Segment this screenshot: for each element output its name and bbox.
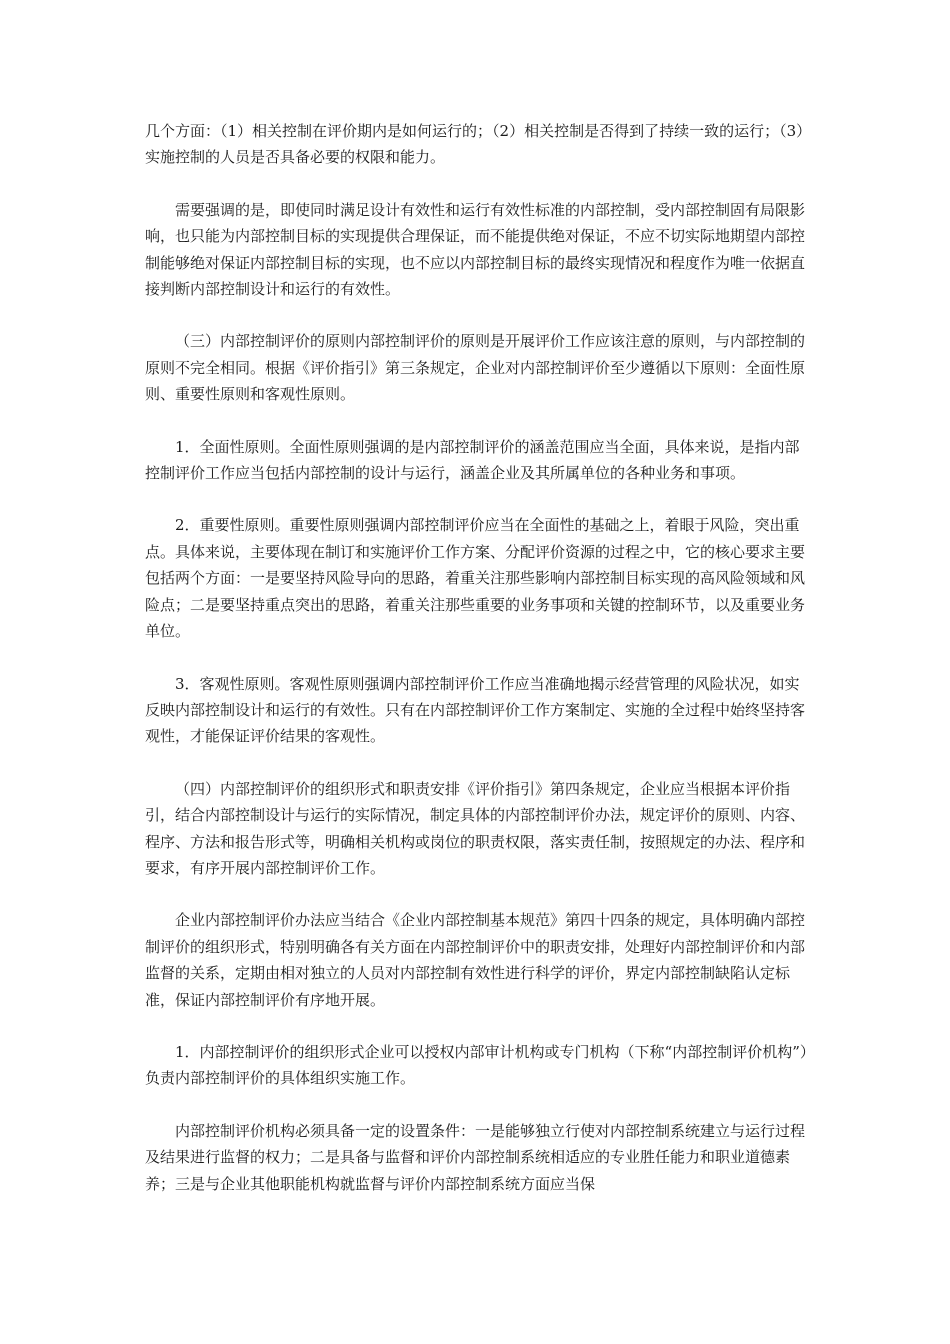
- paragraph-5: 2．重要性原则。重要性原则强调内部控制评价应当在全面性的基础之上，着眼于风险，突出重点。具体来说，主要体现在制订和实施评价工作方案、分配评价资源的过程之中，它的核心要求主要包括两个方面：一是要坚持风险导向的思路，着重关注那些影响内部控制目标实现的高风险领域和风险点；二是要坚持重点突出的思路，着重关注那些重要的业务事项和关键的控制环节，以及重要业务单位。: [145, 516, 806, 641]
- document-body: [145, 118, 810, 1197]
- paragraph-6: 3．客观性原则。客观性原则强调内部控制评价工作应当准确地揭示经营管理的风险状况，如实反映内部控制设计和运行的有效性。只有在内部控制评价工作方案制定、实施的全过程中始终坚持客观性，才能保证评价结果的客观性。: [145, 674, 806, 746]
- paragraph-3: （三）内部控制评价的原则内部控制评价的原则是开展评价工作应该注意的原则，与内部控制的原则不完全相同。根据《评价指引》第三条规定，企业对内部控制评价至少遵循以下原则：全面性原则、重要性原则和客观性原则。: [145, 332, 806, 404]
- paragraph-2: 需要强调的是，即使同时满足设计有效性和运行有效性标准的内部控制，受内部控制固有局限影响，也只能为内部控制目标的实现提供合理保证，而不能提供绝对保证，不应不切实际地期望内部控制能够绝对保证内部控制目标的实现，也不应以内部控制目标的最终实现情况和程度作为唯一依据直接判断内部控制设计和运行的有效性。: [145, 200, 806, 299]
- paragraph-4: 1．全面性原则。全面性原则强调的是内部控制评价的涵盖范围应当全面，具体来说，是指内部控制评价工作应当包括内部控制的设计与运行，涵盖企业及其所属单位的各种业务和事项。: [145, 437, 800, 483]
- paragraph-9: 1．内部控制评价的组织形式企业可以授权内部审计机构或专门机构（下称“内部控制评价机构”）负责内部控制评价的具体组织实施工作。: [145, 1042, 808, 1088]
- paragraph-7: （四）内部控制评价的组织形式和职责安排《评价指引》第四条规定，企业应当根据本评价指引，结合内部控制设计与运行的实际情况，制定具体的内部控制评价办法，规定评价的原则、内容、程序、方法和报告形式等，明确相关机构或岗位的职责权限，落实责任制，按照规定的办法、程序和要求，有序开展内部控制评价工作。: [145, 779, 806, 877]
- paragraph-1: 几个方面：（1）相关控制在评价期内是如何运行的；（2）相关控制是否得到了持续一致的运行；（3）实施控制的人员是否具备必要的权限和能力。: [145, 122, 804, 167]
- paragraph-10: 内部控制评价机构必须具备一定的设置条件：一是能够独立行使对内部控制系统建立与运行过程及结果进行监督的权力；二是具备与监督和评价内部控制系统相适应的专业胜任能力和职业道德素养；三是与企业其他职能机构就监督与评价内部控制系统方面应当保: [145, 1121, 806, 1193]
- paragraph-8: 企业内部控制评价办法应当结合《企业内部控制基本规范》第四十四条的规定，具体明确内部控制评价的组织形式，特别明确各有关方面在内部控制评价中的职责安排，处理好内部控制评价和内部监督的关系，定期由相对独立的人员对内部控制有效性进行科学的评价，界定内部控制缺陷认定标准，保证内部控制评价有序地开展。: [145, 911, 806, 1009]
